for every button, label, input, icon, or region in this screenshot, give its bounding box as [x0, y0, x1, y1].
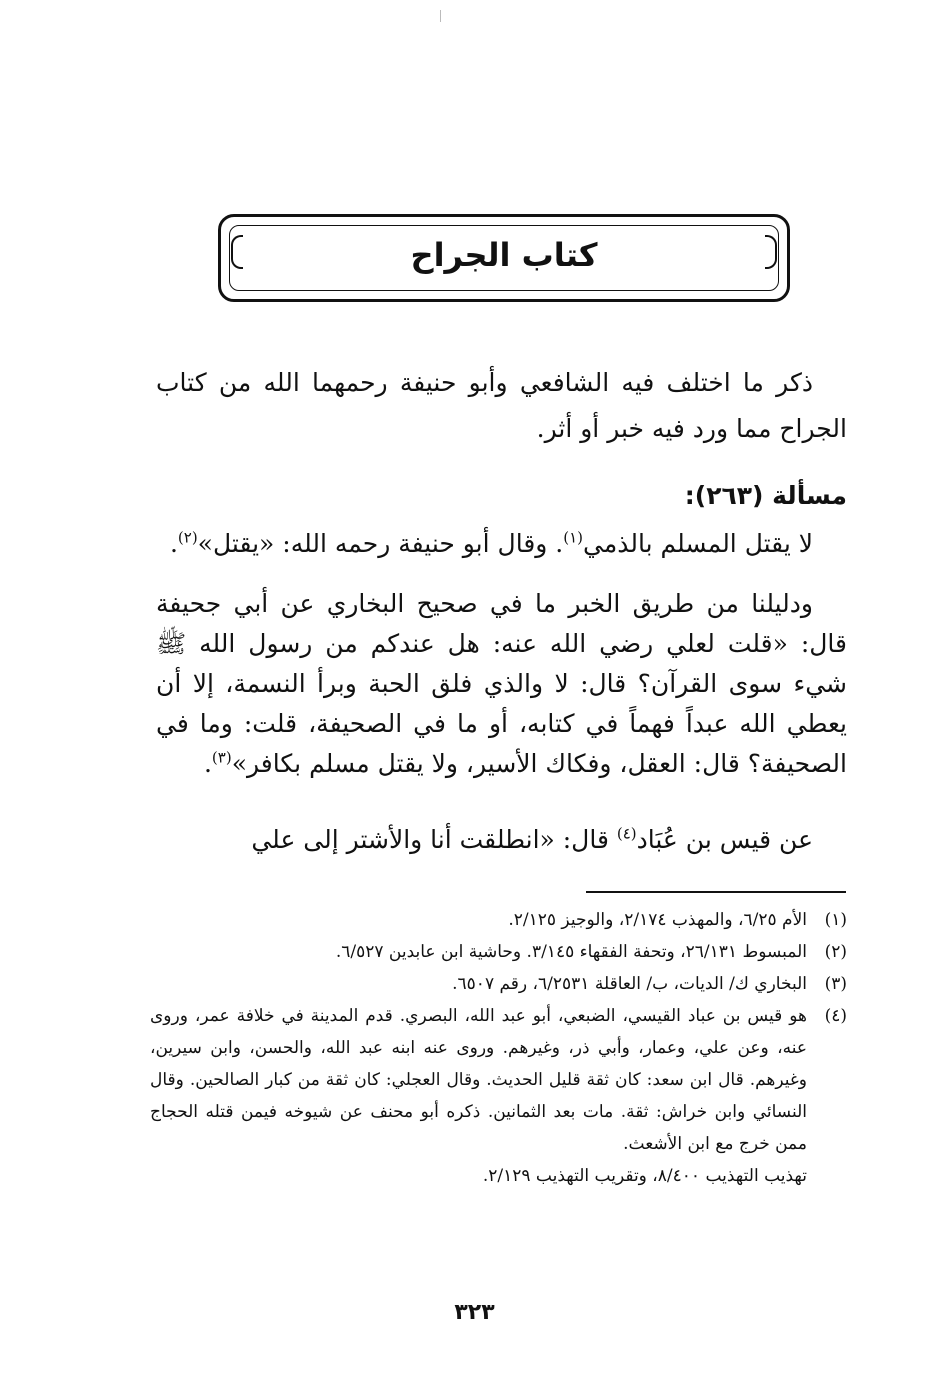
intro-text: ذكر ما اختلف فيه الشافعي وأبو حنيفة رحمهما الله من كتاب الجراح مما ورد فيه خبر أو أثر. — [156, 368, 847, 443]
footnote-text: الأم ٦/٢٥، والمهذب ٢/١٧٤، والوجيز ٢/١٢٥. — [508, 910, 807, 930]
footnote-1 — [150, 904, 847, 936]
footnotes-section — [150, 904, 847, 1192]
footnote-number: (٢) — [824, 942, 847, 962]
qays-part2: قال: «انطلقت أنا والأشتر إلى علي — [251, 825, 617, 854]
footnote-number: (٤) — [824, 1006, 847, 1026]
footnote-separator — [586, 891, 846, 893]
footnote-ref-3[interactable]: (٣) — [211, 748, 232, 767]
proof-text — [156, 584, 847, 784]
issue-statement-text — [156, 524, 847, 564]
chapter-title: كتاب الجراح — [410, 236, 598, 274]
footnote-3 — [150, 968, 847, 1000]
footnote-text: البخاري ك/ الديات، ب/ العاقلة ٦/٢٥٣١، رقم ٦٥٠٧. — [452, 974, 807, 994]
proof-body: ودليلنا من طريق الخبر ما في صحيح البخاري عن أبي جحيفة قال: «قلت لعلي رضي الله عنه: هل عندكم من رسول الله ﷺ شيء سوى القرآن؟ قال: لا والذي فلق الحبة وبرأ النسمة، إلا أن يعطي الله عبداً فهماً في كتابه، أو ما في الصحيفة، قلت: وما في الصحيفة؟ قال: العقل، وفكاك الأسير، ولا يقتل مسلم بكافر» — [156, 589, 847, 778]
chapter-title-frame — [218, 214, 790, 302]
footnote-text: المبسوط ٢٦/١٣١، وتحفة الفقهاء ٣/١٤٥. وحاشية ابن عابدين ٦/٥٢٧. — [335, 942, 807, 962]
page-number: ٣٢٣ — [454, 1300, 495, 1325]
qays-paragraph — [156, 818, 847, 862]
footnote-source: تهذيب التهذيب ٨/٤٠٠، وتقريب التهذيب ٢/١٢٩. — [482, 1166, 807, 1186]
issue-statement — [156, 524, 847, 564]
footnote-number: (٣) — [824, 974, 847, 994]
proof-end: . — [203, 749, 212, 778]
page-crop-mark — [440, 10, 441, 22]
footnote-number: (١) — [824, 910, 847, 930]
footnote-2 — [150, 936, 847, 968]
qays-part1: عن قيس بن عُبَاد — [636, 825, 813, 854]
issue-statement-part1: لا يقتل المسلم بالذمي — [583, 529, 813, 558]
footnote-ref-4[interactable]: (٤) — [616, 824, 637, 843]
footnote-ref-1[interactable]: (١) — [563, 528, 584, 547]
issue-statement-end: . — [169, 529, 178, 558]
issue-heading: مسألة (٢٦٣): — [684, 481, 847, 510]
proof-paragraph — [156, 584, 847, 784]
footnote-text: هو قيس بن عباد القيسي، الضبعي، أبو عبد الله، البصري. قدم المدينة في خلافة عمر، وروى عنه، وعن علي، وعمار، وأبي ذر، وغيرهم. وروى عنه ابنه عبد الله، والحسن، وابن سيرين، وغيرهم. قال ابن سعد: كان ثقة قليل الحديث. وقال العجلي: كان ثقة من كبار الصالحين. وقال النسائي وابن خراش: ثقة. مات بعد الثمانين. ذكره أبو محنف عن شيوخه فيمن قتله الحجاج ممن خرج مع ابن الأشعث. — [150, 1006, 807, 1154]
issue-statement-part2: . وقال أبو حنيفة رحمه الله: «يقتل» — [197, 529, 564, 558]
footnote-4 — [150, 1000, 847, 1192]
qays-text — [156, 818, 847, 862]
footnote-ref-2[interactable]: (٢) — [177, 528, 198, 547]
intro-paragraph — [156, 360, 847, 452]
